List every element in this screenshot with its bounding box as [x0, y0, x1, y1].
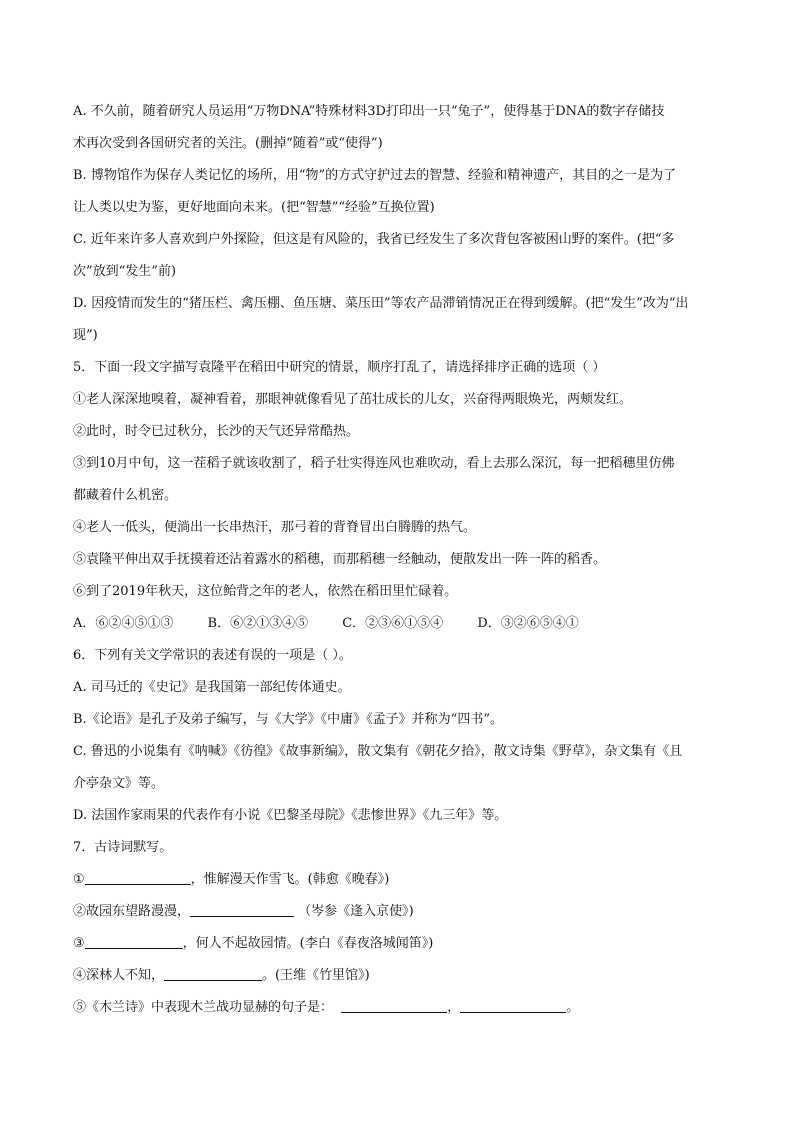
q7-item-3-suffix: ，何人不起故园情。(李白《春夜洛城闻笛》) — [182, 936, 434, 951]
q4-option-b-line1: B. 博物馆作为保存人类记忆的场所，用“物”的方式守护过去的智慧、经验和精神遗产，其目的之一是为了 — [73, 168, 677, 183]
q5-sentence-5: ⑤袁隆平伸出双手抚摸着还沾着露水的稻穗，而那稻穗一经触动，便散发出一阵一阵的稻香。 — [73, 552, 607, 567]
q4-option-a-line2: 术再次受到各国研究者的关注。(删掉“随着”或“使得”) — [73, 136, 383, 151]
q7-item-1-blank[interactable] — [85, 868, 191, 885]
q7-item-4-suffix: 。(王维《竹里馆》) — [262, 968, 370, 983]
q7-item-4 — [73, 960, 734, 992]
q6-option-c-line1: C. 鲁迅的小说集有《呐喊》《彷徨》《故事新编》，散文集有《朝花夕拾》，散文诗集《野草》，杂文集有《且 — [73, 744, 683, 759]
q7-item-5 — [73, 992, 734, 1024]
q5-sentence-3-line2: 都藏着什么机密。 — [73, 488, 178, 503]
q5-sentence-2: ②此时，时令已过秋分，长沙的天气还异常酷热。 — [73, 424, 360, 439]
q7-item-4-prefix: ④深林人不知， — [73, 968, 165, 983]
q5-stem: 5．下面一段文字描写袁隆平在稻田中研究的情景，顺序打乱了，请选择排序正确的选项（ ） — [73, 360, 606, 375]
q5-option-a: A．⑥②④⑤①③ — [73, 616, 174, 631]
q6-option-a: A. 司马迁的《史记》是我国第一部纪传体通史。 — [73, 680, 351, 695]
q4-option-c-line2: 次”放到“发生”前) — [73, 264, 177, 279]
q7-item-2-prefix: ②故园东望路漫漫， — [73, 904, 191, 919]
q7-item-3-prefix: ③ — [73, 936, 85, 951]
q7-item-5-suffix: 。 — [566, 1000, 580, 1015]
q7-item-2 — [73, 896, 734, 928]
q7-item-3 — [73, 928, 734, 960]
q7-item-3-blank[interactable] — [85, 932, 183, 949]
q6-option-d: D. 法国作家雨果的代表作有小说《巴黎圣母院》《悲惨世界》《九三年》等。 — [73, 808, 508, 823]
q7-item-1-suffix: ，惟解漫天作雪飞。(韩愈《晚春》) — [190, 872, 390, 887]
q6-stem: 6．下列有关文学常识的表述有误的一项是（ ）。 — [73, 648, 352, 663]
q5-sentence-4: ④老人一低头，便淌出一长串热汗，那弓着的背脊冒出白腾腾的热气。 — [73, 520, 477, 535]
q5-sentence-6: ⑥到了2019年秋天，这位鲐背之年的老人，依然在稻田里忙碌着。 — [73, 584, 458, 599]
q5-option-d: D．③②⑥⑤④① — [477, 616, 579, 631]
q4-option-a-line1: A. 不久前，随着研究人员运用“万物DNA”特殊材料3D打印出一只“兔子”，使得基于DNA的数字存储技 — [73, 104, 665, 119]
q7-item-5-prefix: ⑤《木兰诗》中表现木兰战功显赫的句子是： — [73, 1000, 334, 1015]
q7-item-4-blank[interactable] — [164, 964, 262, 981]
q7-item-1-prefix: ① — [73, 872, 85, 887]
q7-item-5-blank-2[interactable] — [460, 996, 566, 1013]
q6-option-c-line2: 介亭杂文》等。 — [73, 776, 165, 791]
q6-option-b: B.《论语》是孔子及弟子编写，与《大学》《中庸》《孟子》并称为“四书”。 — [73, 712, 503, 727]
q4-option-d-line1: D. 因疫情而发生的“猪压栏、禽压棚、鱼压塘、菜压田”等农产品滞销情况正在得到缓解。(把“发生”改为“出 — [73, 296, 689, 311]
q7-item-1 — [73, 864, 734, 896]
q5-option-c: C．②③⑥①⑤④ — [342, 616, 444, 631]
q5-sentence-3-line1: ③到10月中旬，这一茬稻子就该收割了，稻子壮实得连风也难吹动，看上去那么深沉，每一把稻穗里仿佛 — [73, 456, 675, 471]
q5-options — [73, 608, 734, 640]
q7-item-5-separator: ， — [447, 1000, 461, 1015]
q7-item-2-blank[interactable] — [190, 900, 294, 917]
q5-sentence-1: ①老人深深地嗅着，凝神看着，那眼神就像看见了茁壮成长的儿女，兴奋得两眼焕光，两颊发红。 — [73, 392, 633, 407]
q7-stem: 7．古诗词默写。 — [73, 840, 173, 855]
q4-option-b-line2: 让人类以史为鉴，更好地面向未来。(把“智慧”“经验”互换位置) — [73, 200, 435, 215]
q7-item-5-blank-1[interactable] — [341, 996, 447, 1013]
q7-item-2-suffix: （岑参《逢入京使》) — [298, 904, 414, 919]
q4-option-c-line1: C. 近年来许多人喜欢到户外探险，但这是有风险的，我省已经发生了多次背包客被困山野的案件。(把“多 — [73, 232, 675, 247]
q4-option-d-line2: 现”) — [73, 328, 98, 343]
q5-option-b: B．⑥②①③④⑤ — [207, 616, 309, 631]
